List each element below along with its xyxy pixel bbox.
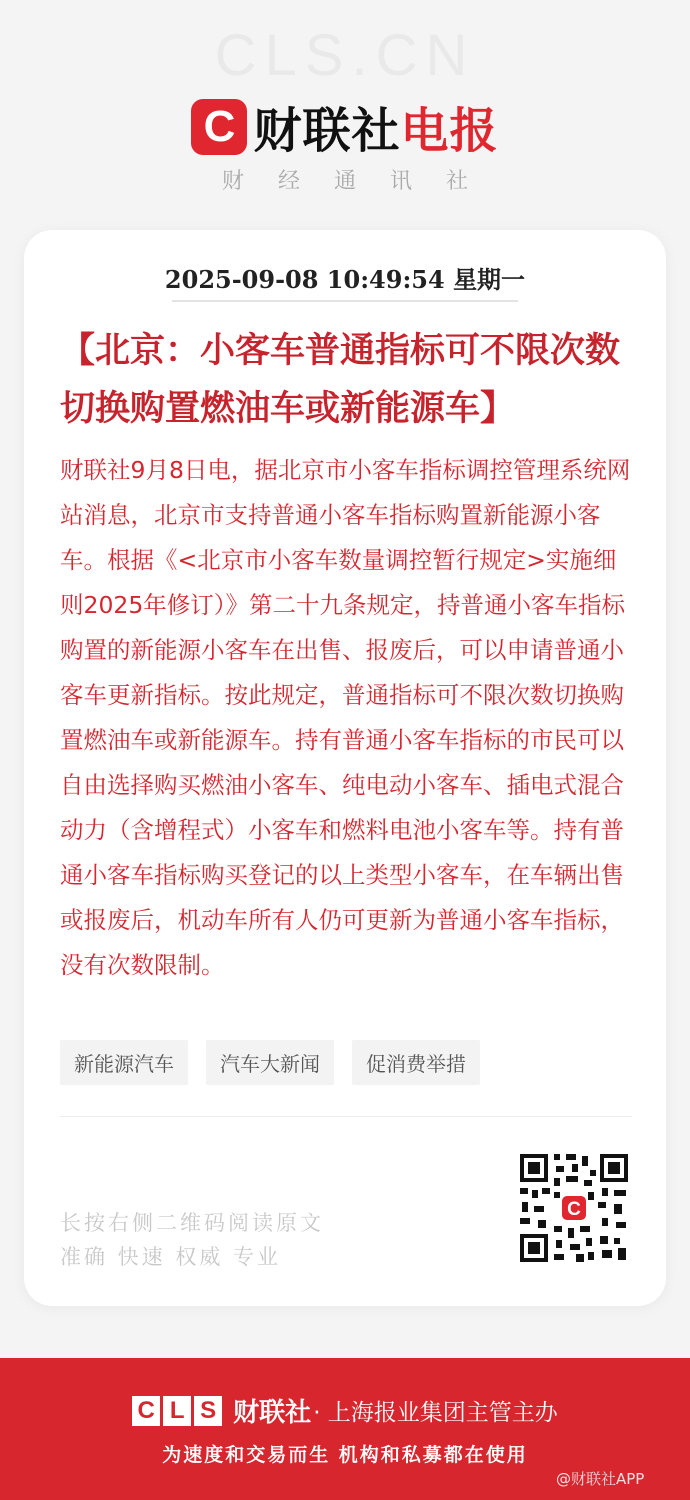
qr-hint-line1: 长按右侧二维码阅读原文	[60, 1211, 324, 1235]
qr-code-icon[interactable]	[518, 1152, 630, 1264]
cls-letter-s: S	[194, 1396, 222, 1426]
tagline: 财经通讯社	[221, 169, 502, 194]
weibo-watermark: @财联社APP	[556, 1470, 645, 1488]
brand-logo	[0, 92, 690, 161]
logo-accent: 电报	[400, 103, 499, 159]
news-card	[24, 230, 666, 1306]
divider	[60, 1116, 632, 1117]
tag-item[interactable]: 新能源汽车	[60, 1040, 188, 1085]
datetime-underline	[172, 300, 518, 302]
publish-datetime: 2025-09-08 10:49:54 星期一	[164, 265, 526, 294]
qr-hint-line2: 准确 快速 权威 专业	[60, 1245, 282, 1269]
cls-letter-c: C	[132, 1396, 160, 1426]
qr-hint	[60, 1206, 324, 1274]
footer-brand-name: 财联社	[233, 1398, 312, 1428]
svg-text:C: C	[567, 1199, 581, 1220]
tag-item[interactable]: 汽车大新闻	[206, 1040, 334, 1085]
tag-item[interactable]: 促消费举措	[352, 1040, 480, 1085]
logo-name: 财联社	[253, 103, 401, 159]
footer-brand-row	[0, 1392, 690, 1429]
tag-list	[60, 1040, 498, 1085]
headline: 【北京：小客车普通指标可不限次数切换购置燃油车或新能源车】	[60, 330, 621, 429]
footer-sponsor: · 上海报业集团主管主办	[313, 1400, 558, 1426]
footer-slogan: 为速度和交易而生 机构和私募都在使用	[162, 1444, 528, 1466]
article-body: 财联社9月8日电，据北京市小客车指标调控管理系统网站消息，北京市支持普通小客车指标购置新能源小客车。根据《<北京市小客车数量调控暂行规定>实施细则2025年修订）》第二十九条规定，持普通小客车指标购置的新能源小客车在出售、报废后，可以申请普通小客车更新指标。按此规定，普通指标可不限次数切换购置燃油车或新能源车。持有普通小客车指标的市民可以自由选择购买燃油小客车、纯电动小客车、插电式混合动力（含增程式）小客车和燃料电池小客车等。持有普通小客车指标购买登记的以上类型小客车，在车辆出售或报废后，机动车所有人仍可更新为普通小客车指标，没有次数限制。	[60, 456, 631, 979]
cls-letter-l: L	[163, 1396, 191, 1426]
watermark-text: CLS.CN	[214, 23, 476, 88]
logo-c-icon: C	[191, 99, 247, 155]
